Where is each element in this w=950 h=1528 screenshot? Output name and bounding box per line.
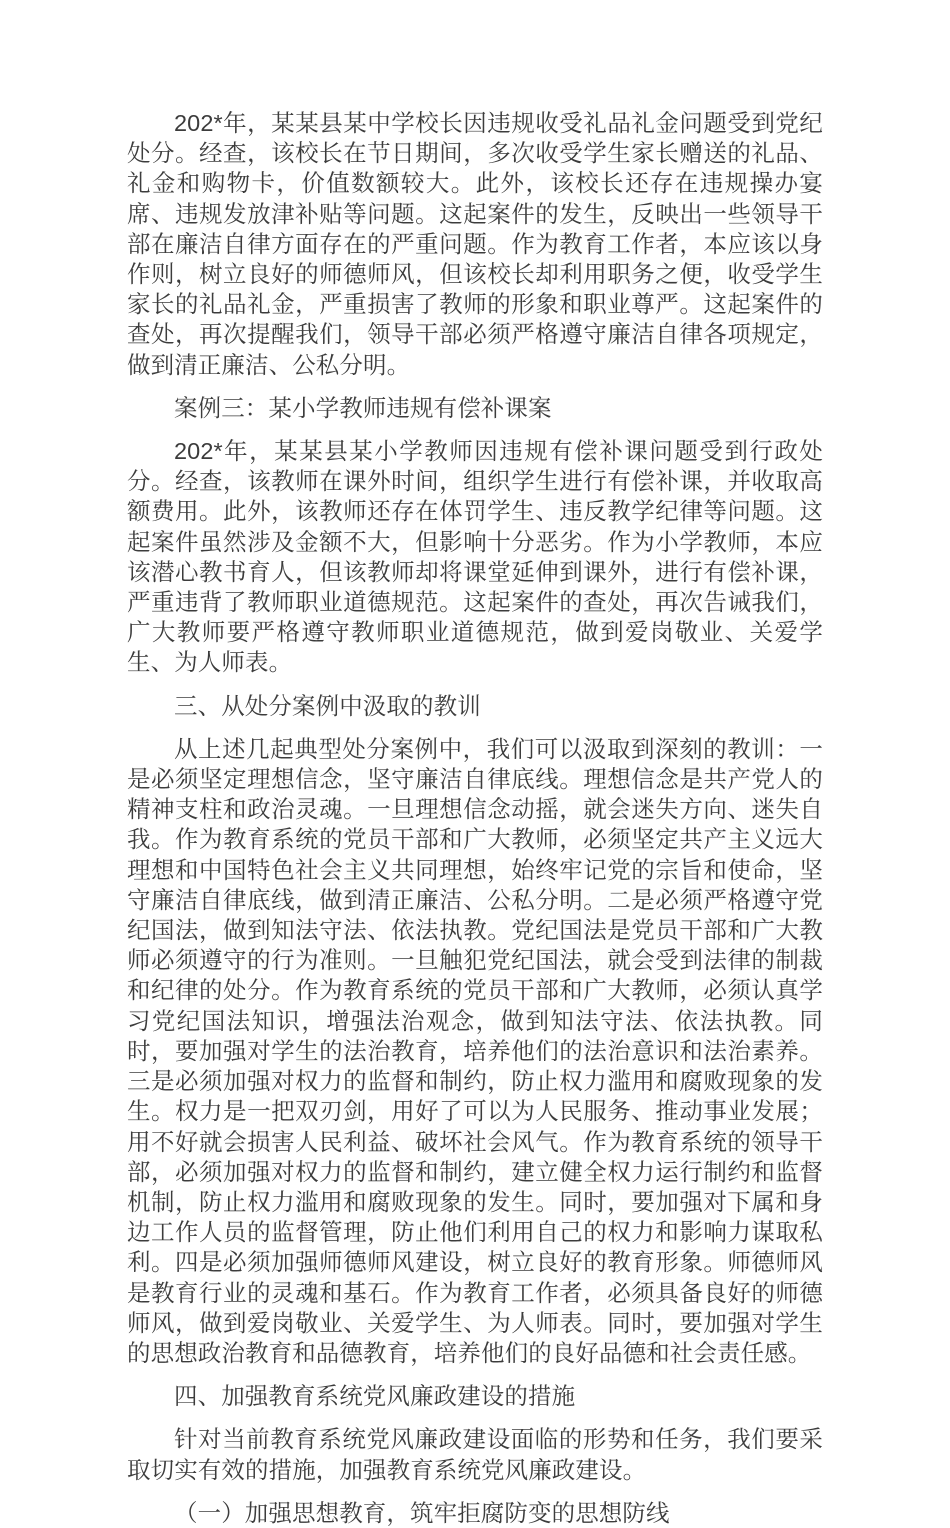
- heading-section-four: 四、加强教育系统党风廉政建设的措施: [174, 1383, 576, 1410]
- heading-section-three: 三、从处分案例中汲取的教训: [174, 692, 481, 719]
- document-body: [127, 108, 823, 1528]
- paragraph-case3-body: 202*年，某某县某小学教师因违规有偿补课问题受到行政处分。经查，该教师在课外时间，组织学生进行有偿补课，并收取高额费用。此外，该教师还存在体罚学生、违反教学纪律等问题。这起案件虽然涉及金额不大，但影响十分恶劣。作为小学教师，本应该潜心教书育人，但该教师却将课堂延伸到课外，进行有偿补课，严重违背了教师职业道德规范。这起案件的查处，再次告诫我们，广大教师要严格遵守教师职业道德规范，做到爱岗敬业、关爱学生、为人师表。: [127, 438, 823, 676]
- heading-subsection-one: （一）加强思想教育，筑牢拒腐防变的思想防线: [174, 1499, 670, 1526]
- paragraph-section-three-body: 从上述几起典型处分案例中，我们可以汲取到深刻的教训：一是必须坚定理想信念，坚守廉洁自律底线。理想信念是共产党人的精神支柱和政治灵魂。一旦理想信念动摇，就会迷失方向、迷失自我。作为教育系统的党员干部和广大教师，必须坚定共产主义远大理想和中国特色社会主义共同理想，始终牢记党的宗旨和使命，坚守廉洁自律底线，做到清正廉洁、公私分明。二是必须严格遵守党纪国法，做到知法守法、依法执教。党纪国法是党员干部和广大教师必须遵守的行为准则。一旦触犯党纪国法，就会受到法律的制裁和纪律的处分。作为教育系统的党员干部和广大教师，必须认真学习党纪国法知识，增强法治观念，做到知法守法、依法执教。同时，要加强对学生的法治教育，培养他们的法治意识和法治素养。三是必须加强对权力的监督和制约，防止权力滥用和腐败现象的发生。权力是一把双刃剑，用好了可以为人民服务、推动事业发展；用不好就会损害人民利益、破坏社会风气。作为教育系统的领导干部，必须加强对权力的监督和制约，建立健全权力运行制约和监督机制，防止权力滥用和腐败现象的发生。同时，要加强对下属和身边工作人员的监督管理，防止他们利用自己的权力和影响力谋取私利。四是必须加强师德师风建设，树立良好的教育形象。师德师风是教育行业的灵魂和基石。作为教育工作者，必须具备良好的师德师风，做到爱岗敬业、关爱学生、为人师表。同时，要加强对学生的思想政治教育和品德教育，培养他们的良好品德和社会责任感。: [127, 735, 823, 1366]
- paragraph-section-four-body: 针对当前教育系统党风廉政建设面临的形势和任务，我们要采取切实有效的措施，加强教育系统党风廉政建设。: [127, 1426, 823, 1483]
- heading-case3: 案例三：某小学教师违规有偿补课案: [174, 394, 552, 421]
- paragraph-case2-body: 202*年，某某县某中学校长因违规收受礼品礼金问题受到党纪处分。经查，该校长在节日期间，多次收受学生家长赠送的礼品、礼金和购物卡，价值数额较大。此外，该校长还存在违规操办宴席、违规发放津补贴等问题。这起案件的发生，反映出一些领导干部在廉洁自律方面存在的严重问题。作为教育工作者，本应该以身作则，树立良好的师德师风，但该校长却利用职务之便，收受学生家长的礼品礼金，严重损害了教师的形象和职业尊严。这起案件的查处，再次提醒我们，领导干部必须严格遵守廉洁自律各项规定，做到清正廉洁、公私分明。: [127, 110, 823, 378]
